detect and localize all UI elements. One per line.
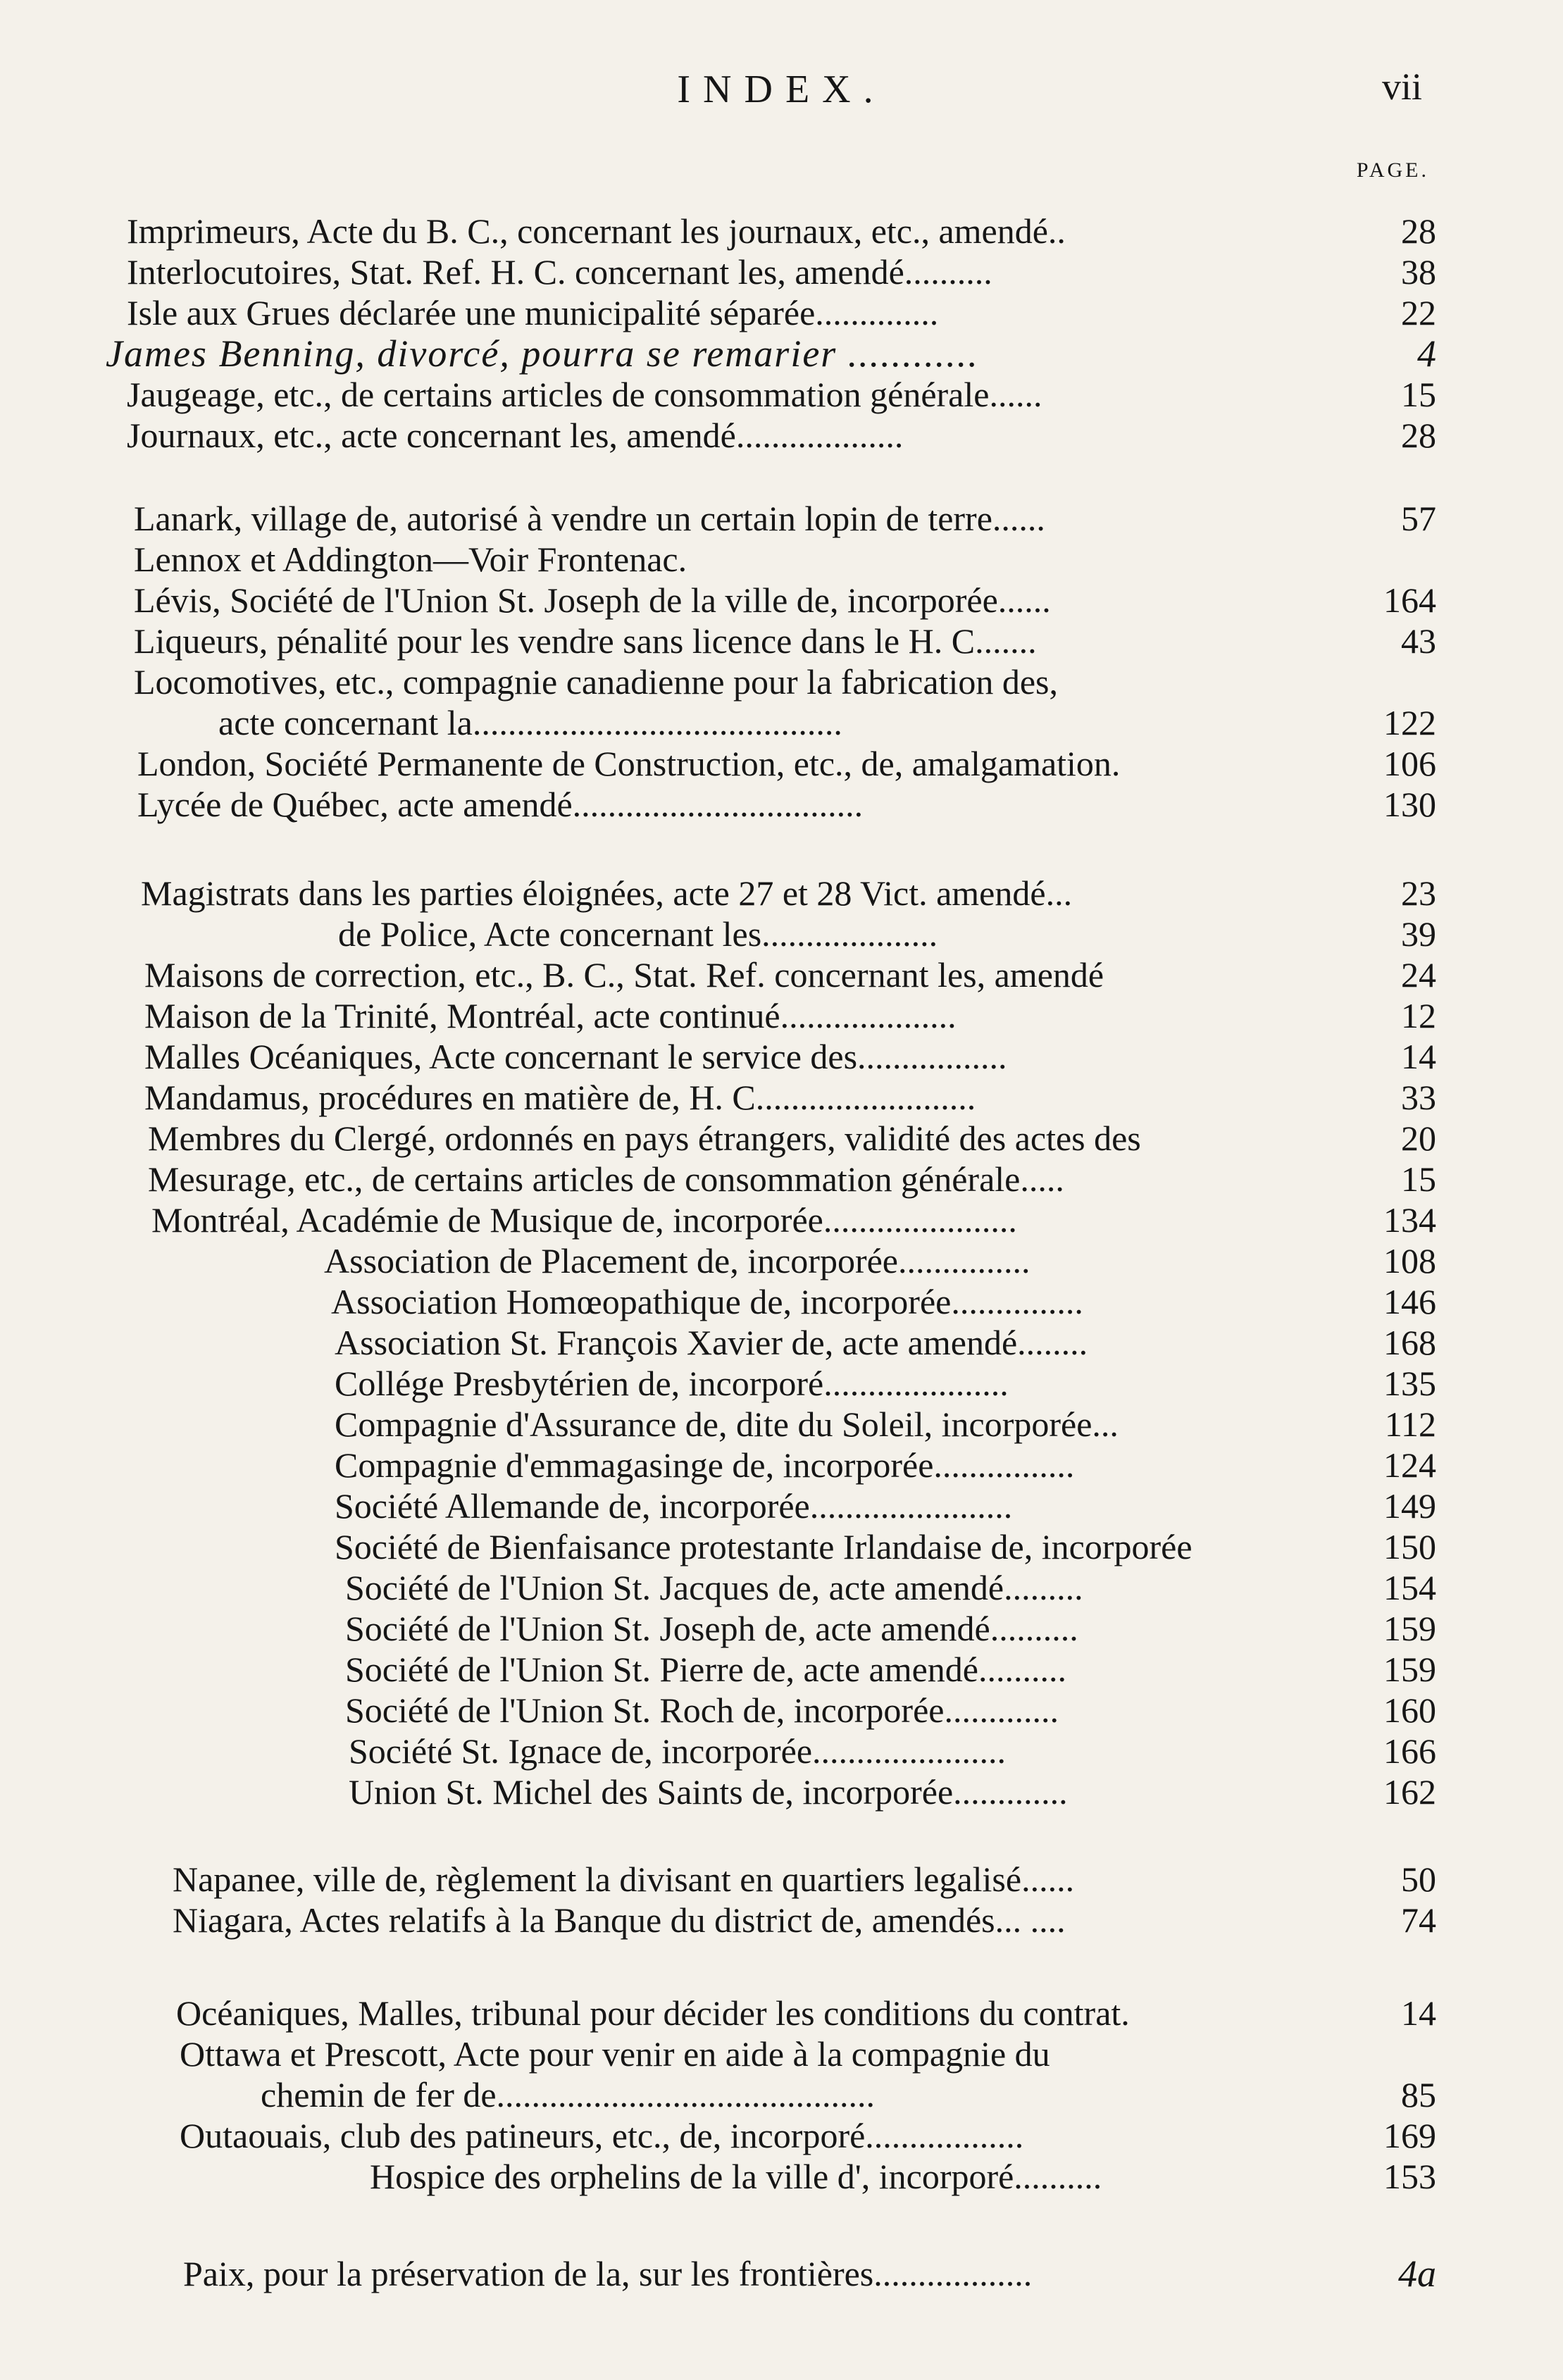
entry-text: Association de Placement de, incorporée............... [324,1241,1030,1281]
entry-page-number: 28 [1401,211,1436,251]
index-entry [0,2254,1563,2293]
entry-text: chemin de fer de........................................... [261,2075,876,2114]
entry-page-number: 134 [1383,1200,1436,1240]
entry-page-number: 57 [1401,499,1436,538]
index-entry [0,744,1563,783]
entry-page-number: 33 [1401,1078,1436,1117]
entry-page-number: 24 [1401,955,1436,995]
index-entry [0,499,1563,538]
index-entry [0,1404,1563,1444]
entry-text: Société de l'Union St. Pierre de, acte amendé.......... [345,1650,1066,1689]
index-entry [0,2116,1563,2155]
entry-page-number: 74 [1401,1900,1436,1940]
entry-page-number: 150 [1383,1527,1436,1566]
index-entry [0,1119,1563,1158]
index-entry [0,1900,1563,1940]
index-entry [0,1568,1563,1607]
index-entry [0,1282,1563,1321]
index-entry [0,2034,1563,2074]
index-entry [0,2075,1563,2114]
entry-page-number: 169 [1383,2116,1436,2155]
entry-text: Association Homœopathique de, incorporée............... [331,1282,1083,1321]
entry-text: Imprimeurs, Acte du B. C., concernant les journaux, etc., amendé.. [127,211,1066,251]
entry-text: Océaniques, Malles, tribunal pour décider les conditions du contrat. [176,1993,1130,2033]
entry-text: Napanee, ville de, règlement la divisant en quartiers legalisé...... [173,1859,1075,1899]
entry-text: Malles Océaniques, Acte concernant le service des................. [144,1037,1007,1076]
entry-page-number: 4 [1417,332,1436,375]
entry-text: Liqueurs, pénalité pour les vendre sans licence dans le H. C....... [134,621,1037,661]
page-number: vii [1381,66,1422,108]
index-entry [0,785,1563,824]
index-entry [0,293,1563,332]
entry-page-number: 168 [1383,1323,1436,1362]
index-entry [0,1690,1563,1730]
entry-page-number: 38 [1401,252,1436,292]
entry-page-number: 146 [1383,1282,1436,1321]
page-title: INDEX. [677,68,886,111]
index-entry [0,955,1563,995]
entry-page-number: 4a [1398,2253,1436,2295]
index-entry [0,375,1563,414]
entry-page-number: 23 [1401,873,1436,913]
entry-page-number: 154 [1383,1568,1436,1607]
entry-page-number: 85 [1401,2075,1436,2114]
entry-page-number: 153 [1383,2157,1436,2196]
entry-page-number: 162 [1383,1772,1436,1812]
entry-page-number: 15 [1401,375,1436,414]
index-entry [0,540,1563,579]
index-entry [0,703,1563,742]
index-entry [0,580,1563,620]
entry-text: Lanark, village de, autorisé à vendre un certain lopin de terre...... [134,499,1045,538]
index-entry [0,334,1563,373]
index-entry [0,1609,1563,1648]
entry-text: Hospice des orphelins de la ville d', incorporé.......... [370,2157,1102,2196]
entry-page-number: 14 [1401,1993,1436,2033]
index-entry [0,662,1563,702]
entry-text: Maisons de correction, etc., B. C., Stat. Ref. concernant les, amendé [144,955,1104,995]
entry-page-number: 28 [1401,416,1436,455]
index-entry [0,1159,1563,1199]
index-entry [0,211,1563,251]
entry-page-number: 130 [1383,785,1436,824]
entry-page-number: 160 [1383,1690,1436,1730]
entry-text: Société de l'Union St. Jacques de, acte amendé......... [345,1568,1083,1607]
index-entry [0,996,1563,1035]
index-entry [0,252,1563,292]
entry-text: Jaugeage, etc., de certains articles de consommation générale...... [127,375,1042,414]
entry-text: Compagnie d'Assurance de, dite du Soleil, incorporée... [335,1404,1119,1444]
entry-text: Ottawa et Prescott, Acte pour venir en aide à la compagnie du [180,2034,1050,2074]
entry-text: Société de l'Union St. Roch de, incorporée............. [345,1690,1059,1730]
entry-page-number: 164 [1383,580,1436,620]
entry-text: Montréal, Académie de Musique de, incorporée...................... [151,1200,1017,1240]
index-entry [0,1323,1563,1362]
index-entry [0,1078,1563,1117]
index-entry [0,1364,1563,1403]
entry-page-number: 149 [1383,1486,1436,1526]
entry-text: Société de Bienfaisance protestante Irlandaise de, incorporée [335,1527,1193,1566]
entry-page-number: 108 [1383,1241,1436,1281]
index-entry [0,1037,1563,1076]
entry-text: Isle aux Grues déclarée une municipalité séparée.............. [127,293,939,332]
entry-page-number: 20 [1401,1119,1436,1158]
entry-page-number: 166 [1383,1731,1436,1771]
entry-text: acte concernant la.......................................... [218,703,842,742]
index-entry [0,1527,1563,1566]
entry-text: Lennox et Addington—Voir Frontenac. [134,540,687,579]
index-entry [0,873,1563,913]
index-entry [0,621,1563,661]
entry-text: Magistrats dans les parties éloignées, acte 27 et 28 Vict. amendé... [141,873,1073,913]
entry-page-number: 112 [1384,1404,1436,1444]
entry-page-number: 14 [1401,1037,1436,1076]
entry-text: Mandamus, procédures en matière de, H. C......................... [144,1078,976,1117]
page-column-label: PAGE. [1356,158,1429,182]
index-entry [0,1445,1563,1485]
entry-text: Niagara, Actes relatifs à la Banque du district de, amendés... .... [173,1900,1066,1940]
entry-text: Locomotives, etc., compagnie canadienne pour la fabrication des, [134,662,1058,702]
entry-page-number: 12 [1401,996,1436,1035]
entry-page-number: 39 [1401,914,1436,954]
entry-text: Mesurage, etc., de certains articles de consommation générale..... [148,1159,1064,1199]
entry-text: Lévis, Société de l'Union St. Joseph de la ville de, incorporée...... [134,580,1051,620]
index-entry [0,1993,1563,2033]
entry-page-number: 15 [1401,1159,1436,1199]
index-entry [0,1486,1563,1526]
entry-page-number: 106 [1383,744,1436,783]
entry-text: Maison de la Trinité, Montréal, acte continué.................... [144,996,957,1035]
entry-text: Journaux, etc., acte concernant les, amendé................... [127,416,904,455]
entry-page-number: 159 [1383,1609,1436,1648]
index-entry [0,1241,1563,1281]
entry-page-number: 124 [1383,1445,1436,1485]
entry-text: Paix, pour la préservation de la, sur les frontières.................. [183,2254,1033,2293]
index-entry [0,1200,1563,1240]
entry-text: Interlocutoires, Stat. Ref. H. C. concernant les, amendé.......... [127,252,992,292]
entry-page-number: 43 [1401,621,1436,661]
entry-text: Société de l'Union St. Joseph de, acte amendé.......... [345,1609,1078,1648]
index-entry [0,1731,1563,1771]
index-entry [0,2157,1563,2196]
entry-page-number: 135 [1383,1364,1436,1403]
entry-text: Association St. François Xavier de, acte amendé........ [335,1323,1088,1362]
entry-page-number: 50 [1401,1859,1436,1899]
entry-text: Membres du Clergé, ordonnés en pays étrangers, validité des actes des [148,1119,1141,1158]
entry-text: de Police, Acte concernant les.................... [338,914,938,954]
entry-text: Outaouais, club des patineurs, etc., de, incorporé.................. [180,2116,1024,2155]
entry-text: Société Allemande de, incorporée....................... [335,1486,1013,1526]
index-entry [0,416,1563,455]
entry-text: Collége Presbytérien de, incorporé..................... [335,1364,1009,1403]
entry-page-number: 22 [1401,293,1436,332]
index-entry [0,1650,1563,1689]
entry-page-number: 122 [1383,703,1436,742]
entry-text: Compagnie d'emmagasinge de, incorporée................ [335,1445,1075,1485]
entry-text: James Benning, divorcé, pourra se remarier ............ [106,332,979,375]
entry-text: Société St. Ignace de, incorporée...................... [349,1731,1007,1771]
entry-text: Lycée de Québec, acte amendé................................. [137,785,864,824]
index-entry [0,914,1563,954]
entry-page-number: 159 [1383,1650,1436,1689]
entry-text: Union St. Michel des Saints de, incorporée............. [349,1772,1068,1812]
index-entry [0,1859,1563,1899]
entry-text: London, Société Permanente de Construction, etc., de, amalgamation. [137,744,1121,783]
index-entry [0,1772,1563,1812]
